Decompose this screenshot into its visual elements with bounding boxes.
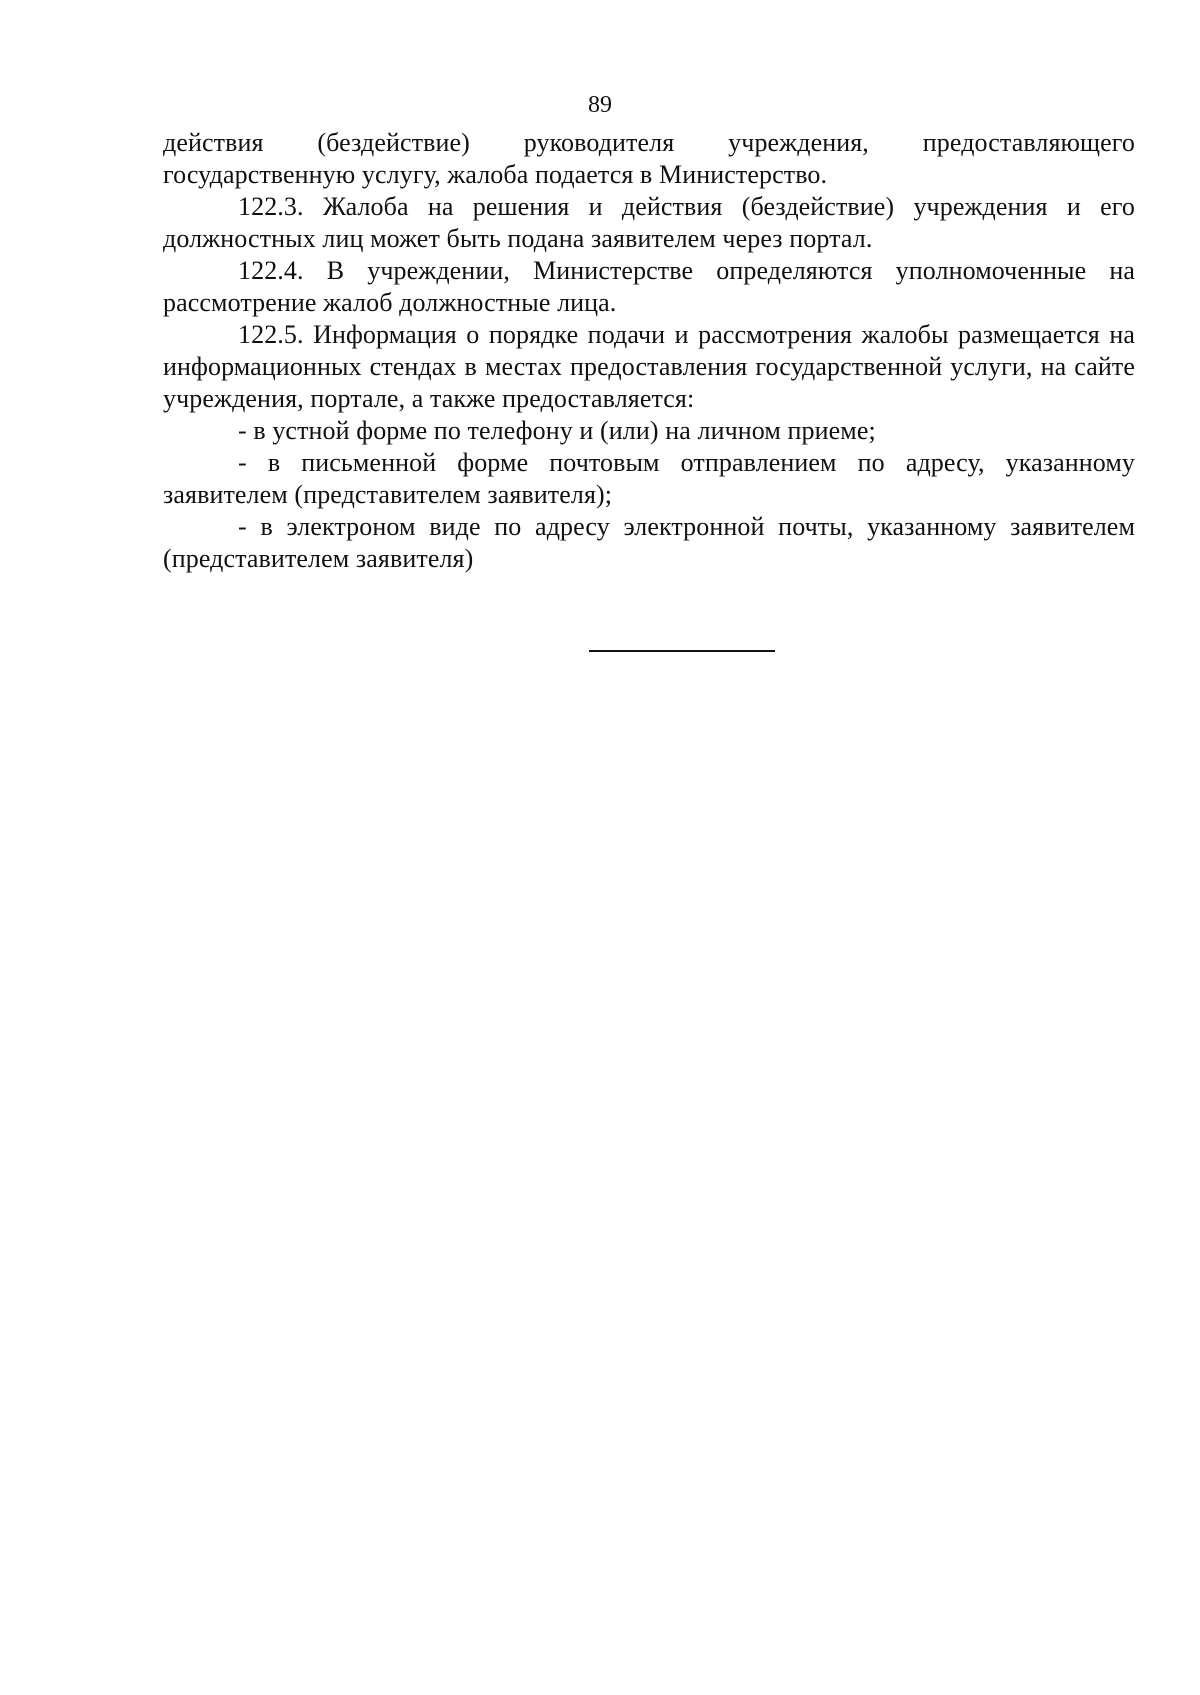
end-of-document-rule xyxy=(589,650,775,652)
paragraph-122-5: 122.5. Информация о порядке подачи и рассмотрения жалобы размещается на информационных стендах в местах предоставления государственной услуги, на сайте учреждения, портале, а также предоставляется: xyxy=(163,320,1135,413)
paragraph-122-3: 122.3. Жалоба на решения и действия (бездействие) учреждения и его должностных лиц может быть подана заявителем через портал. xyxy=(163,192,1135,253)
page-number: 89 xyxy=(588,92,612,118)
list-item-written: - в письменной форме почтовым отправлением по адресу, указанному заявителем (представителем заявителя); xyxy=(163,448,1135,509)
document-body xyxy=(163,127,1135,575)
paragraph-continuation: действия (бездействие) руководителя учреждения, предоставляющего государственную услугу, жалоба подается в Министерство. xyxy=(163,128,1135,189)
list-item-electronic: - в электроном виде по адресу электронной почты, указанному заявителем (представителем заявителя) xyxy=(163,512,1135,573)
list-item-oral: - в устной форме по телефону и (или) на личном приеме; xyxy=(238,416,876,445)
paragraph-122-4: 122.4. В учреждении, Министерстве определяются уполномоченные на рассмотрение жалоб должностные лица. xyxy=(163,256,1135,317)
